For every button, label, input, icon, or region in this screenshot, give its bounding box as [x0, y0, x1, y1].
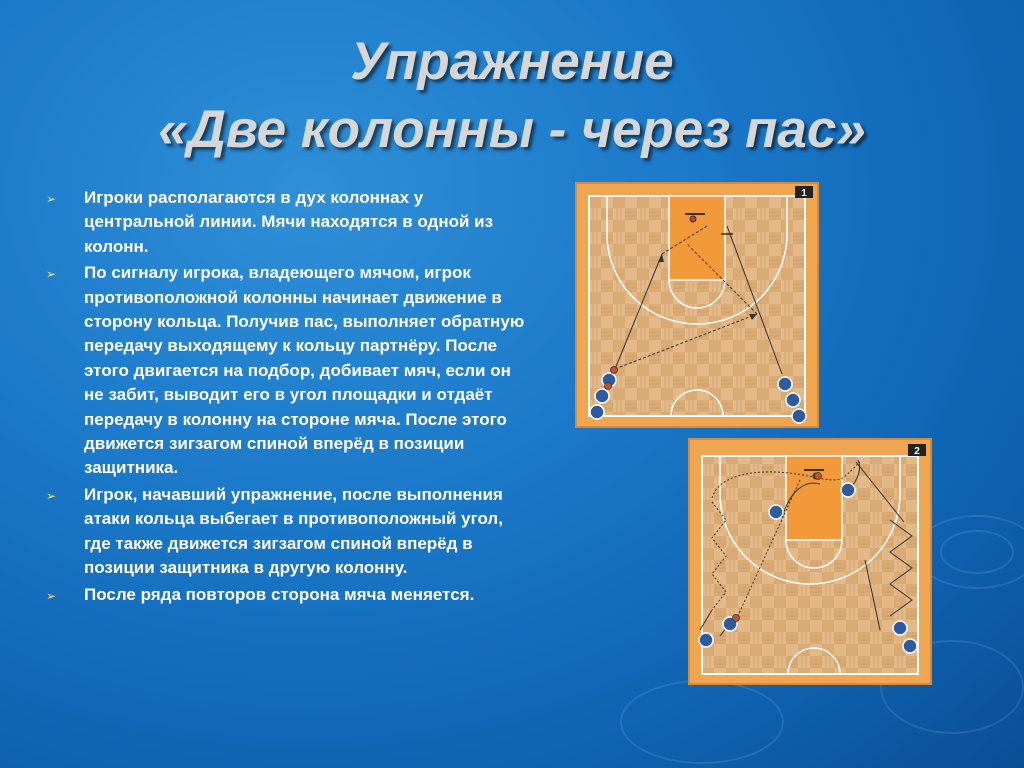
water-ripple-decoration	[620, 680, 784, 764]
bullet-item	[46, 261, 526, 481]
basketball-court-drill-diagram	[577, 184, 817, 426]
arrow-bullet-icon: ➢	[46, 192, 57, 206]
court-diagram-2	[688, 438, 932, 685]
bullet-text: Игрок, начавший упражнение, после выполнения атаки кольца выбегает в противоположный угол, где также движется зигзагом спиной вперёд в позиции защитника в другую колонну.	[84, 484, 503, 578]
bullet-item	[46, 483, 526, 581]
bullet-list	[46, 186, 526, 609]
basketball-court-drill-diagram	[690, 440, 930, 683]
diagram-number: 2	[914, 446, 920, 457]
arrow-bullet-icon: ➢	[46, 267, 57, 282]
diagram-number: 1	[801, 188, 807, 199]
bullet-item	[46, 186, 526, 259]
bullet-text: После ряда повторов сторона мяча меняется.	[84, 584, 475, 604]
court-diagram-1	[575, 182, 819, 428]
bullet-text: Игроки располагаются в дух колоннах у центральной линии. Мячи находятся в одной из колонн.	[84, 188, 494, 256]
bullet-text: По сигналу игрока, владеющего мячом, игрок противоположной колонны начинает движение в сторону кольца. Получив пас, выполняет обратную передачу выходящему к кольцу партнёру. После этого двигается на подбор, добивает мяч, если он не забит, выводит его в угол площадки и отдаёт передачу в колонну на стороне мяча. После этого движется зигзагом спиной вперёд в позиции защитника.	[84, 263, 525, 478]
title-line-2: «Две колонны - через пас»	[158, 100, 866, 159]
bullet-item	[46, 583, 526, 607]
title-line-1: Упражнение	[350, 32, 674, 91]
arrow-bullet-icon: ➢	[46, 488, 57, 503]
arrow-bullet-icon: ➢	[46, 588, 57, 603]
slide-title	[0, 28, 1024, 164]
